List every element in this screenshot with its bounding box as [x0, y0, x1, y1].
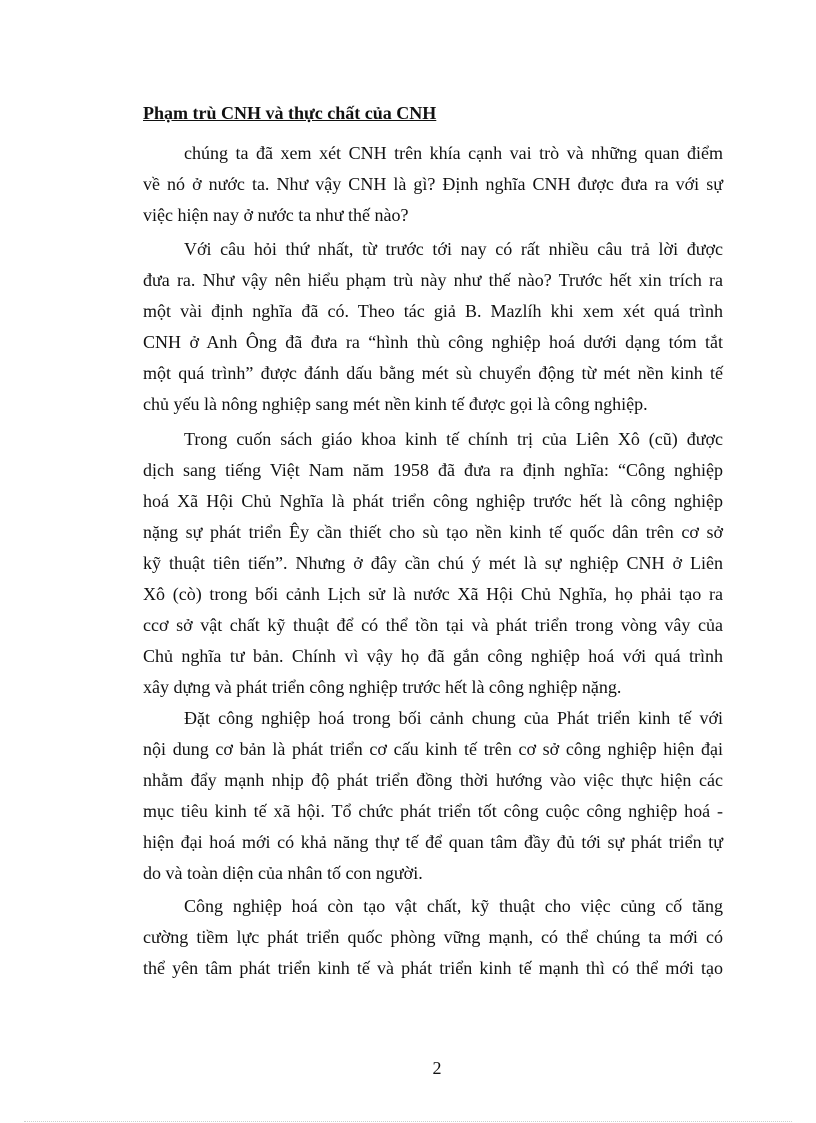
- text-line: mục tiêu kinh tế xã hội. Tổ chức phát triển tốt công cuộc công nghiệp hoá -: [143, 801, 723, 821]
- text-line: hoá Xã Hội Chủ Nghĩa là phát triển công nghiệp trước hết là công nghiệp: [143, 491, 723, 511]
- text-line: Với câu hỏi thứ nhất, từ trước tới nay có rất nhiều câu trả lời được: [184, 239, 723, 259]
- paragraph-3: [143, 424, 723, 703]
- text-line: Đặt công nghiệp hoá trong bối cảnh chung của Phát triển kinh tế với: [184, 708, 723, 728]
- text-line: đưa ra. Như vậy nên hiểu phạm trù này như thế nào? Trước hết xin trích ra: [143, 270, 723, 290]
- text-line: Công nghiệp hoá còn tạo vật chất, kỹ thuật cho việc củng cố tăng: [184, 896, 723, 916]
- text-line: do và toàn diện của nhân tố con người.: [143, 863, 423, 883]
- paragraph-1: [143, 138, 723, 231]
- text-line: một quá trình” được đánh dấu bằng mét sù chuyển động từ mét nền kinh tế: [143, 363, 723, 383]
- text-line: CNH ở Anh Ông đã đưa ra “hình thù công nghiệp hoá dưới dạng tóm tắt: [143, 332, 723, 352]
- text-line: kỹ thuật tiên tiến”. Nhưng ở đây cần chú ý mét là sự nghiệp CNH ở Liên: [143, 553, 723, 573]
- text-line: một vài định nghĩa đã có. Theo tác giả B. Mazlíh khi xem xét quá trình: [143, 301, 723, 321]
- text-line: việc hiện nay ở nước ta như thế nào?: [143, 205, 409, 225]
- text-line: thể yên tâm phát triển kinh tế và phát triển kinh tế mạnh thì có thể mới tạo: [143, 958, 723, 978]
- text-line: chủ yếu là nông nghiệp sang mét nền kinh tế được gọi là công nghiệp.: [143, 394, 648, 414]
- text-line: Trong cuốn sách giáo khoa kinh tế chính trị của Liên Xô (cũ) được: [184, 429, 723, 449]
- text-line: hiện đại hoá mới có khả năng thự tế để quan tâm đầy đủ tới sự phát triển tự: [143, 832, 723, 852]
- text-line: về nó ở nước ta. Như vậy CNH là gì? Định nghĩa CNH được đưa ra với sự: [143, 174, 723, 194]
- text-line: dịch sang tiếng Việt Nam năm 1958 đã đưa ra định nghĩa: “Công nghiệp: [143, 460, 723, 480]
- text-line: Chủ nghĩa tư bản. Chính vì vậy họ đã gắn công nghiệp hoá với quá trình: [143, 646, 723, 666]
- text-line: xây dựng và phát triển công nghiệp trước hết là công nghiệp nặng.: [143, 677, 622, 697]
- text-line: Xô (cò) trong bối cảnh Lịch sử là nước Xã Hội Chủ Nghĩa, họ phải tạo ra: [143, 584, 723, 604]
- text-line: nội dung cơ bản là phát triển cơ cấu kinh tế trên cơ sở công nghiệp hiện đại: [143, 739, 723, 759]
- page-number: 2: [432, 1058, 442, 1078]
- paragraph-4: [143, 703, 723, 889]
- paragraph-5: [143, 891, 723, 984]
- text-line: cường tiềm lực phát triển quốc phòng vững mạnh, có thể chúng ta mới có: [143, 927, 723, 947]
- section-heading: Phạm trù CNH và thực chất của CNH: [143, 103, 437, 123]
- text-line: ccơ sở vật chất kỹ thuật để có thể tồn tại và phát triển trong vòng vây của: [143, 615, 723, 635]
- paragraph-2: [143, 234, 723, 420]
- text-line: nặng sự phát triển Êy cần thiết cho sù tạo nền kinh tế quốc dân trên cơ sở: [143, 522, 723, 542]
- text-line: nhằm đẩy mạnh nhịp độ phát triển đồng thời hướng vào việc thực hiện các: [143, 770, 723, 790]
- page-bottom-divider: [24, 1121, 792, 1122]
- text-line: chúng ta đã xem xét CNH trên khía cạnh vai trò và những quan điểm: [184, 143, 723, 163]
